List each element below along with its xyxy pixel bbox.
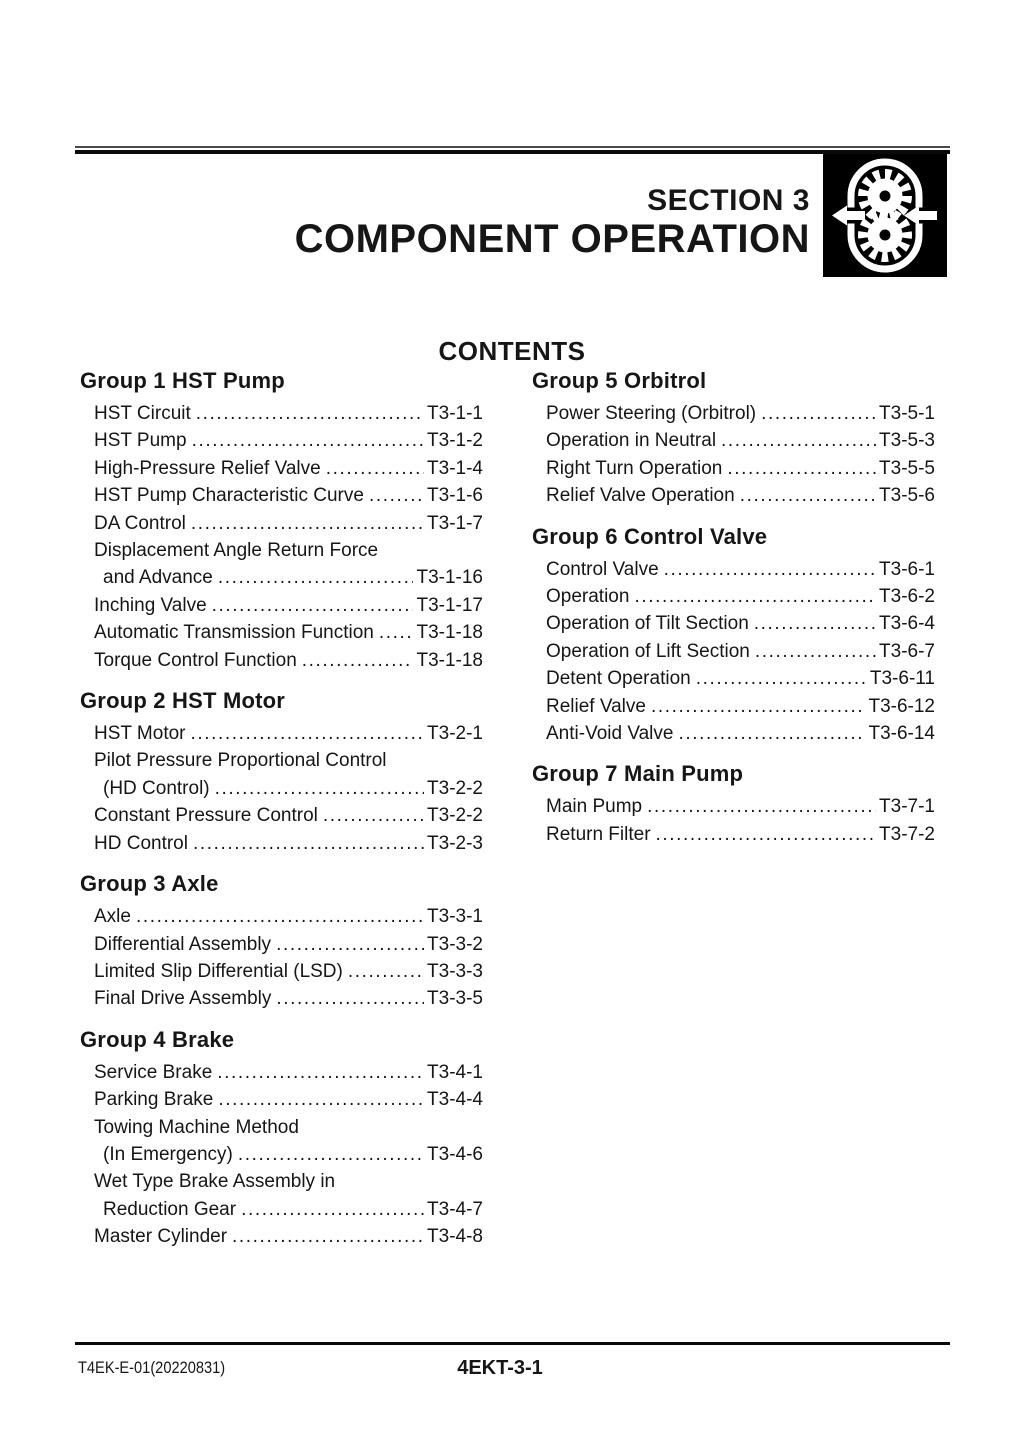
toc-item-page: T3-2-3 <box>427 832 483 854</box>
toc-item-page: T3-4-4 <box>427 1089 483 1111</box>
toc-item <box>532 455 935 482</box>
toc-leader-dots <box>379 619 414 646</box>
toc-leader-dots <box>664 556 876 583</box>
toc-leader-dots <box>369 482 424 509</box>
toc-item-label: HST Circuit <box>94 403 191 424</box>
toc-item-page: T3-1-17 <box>416 594 483 616</box>
toc-item-page: T3-6-12 <box>868 695 935 717</box>
header-double-rule <box>75 146 950 154</box>
toc-item <box>532 610 935 637</box>
toc-item-label: HST Pump <box>94 430 187 452</box>
toc-item-label: Master Cylinder <box>94 1226 228 1248</box>
toc-leader-dots <box>302 647 414 674</box>
toc-group <box>80 1027 483 1251</box>
toc-group-title: Group 7 Main Pump <box>532 761 744 787</box>
footer-page-number: 4EKT-3-1 <box>457 1357 543 1379</box>
toc-item <box>80 720 483 747</box>
toc-item <box>80 1223 483 1250</box>
toc-leader-dots <box>218 1086 424 1113</box>
toc-leader-dots <box>232 1223 424 1250</box>
toc-group <box>80 688 483 857</box>
toc-item-label: Inching Valve <box>94 594 207 616</box>
toc-item <box>80 427 483 454</box>
toc-item <box>532 638 935 665</box>
toc-item <box>80 510 483 537</box>
toc-item <box>532 482 935 509</box>
toc-leader-dots <box>215 775 424 802</box>
toc-leader-dots <box>656 821 877 848</box>
footer-rule <box>75 1342 950 1345</box>
toc-group-title: Group 1 HST Pump <box>80 368 285 393</box>
toc-item-page: T3-5-6 <box>879 485 935 507</box>
toc-leader-dots <box>192 427 424 454</box>
toc-leader-dots <box>754 610 876 637</box>
toc-leader-dots <box>678 720 865 747</box>
toc-leader-dots <box>761 400 876 427</box>
toc-item-page: T3-4-1 <box>427 1061 483 1083</box>
toc-item <box>532 693 935 720</box>
toc-group <box>80 368 483 674</box>
toc-item <box>532 583 935 610</box>
toc-item <box>80 400 483 427</box>
toc-item-label: Main Pump <box>546 796 643 818</box>
toc-group <box>80 871 483 1013</box>
toc-item-page: T3-7-1 <box>879 796 935 818</box>
toc-item-label: and Advance <box>103 567 213 589</box>
toc-item-label: Limited Slip Differential (LSD) <box>94 960 343 982</box>
toc-item <box>80 592 483 619</box>
toc-leader-dots <box>348 958 424 985</box>
toc-item-page: T3-4-7 <box>427 1198 483 1220</box>
toc-leader-dots <box>740 482 876 509</box>
toc-item-page: T3-1-1 <box>427 403 483 424</box>
toc-item-page: T3-3-5 <box>427 988 483 1010</box>
toc-item <box>80 1114 483 1141</box>
toc-item-page: T3-2-2 <box>427 805 483 827</box>
toc-item-label: Towing Machine Method <box>94 1116 299 1138</box>
toc-leader-dots <box>755 638 876 665</box>
toc-group <box>532 368 935 510</box>
toc-group <box>532 524 935 748</box>
toc-item <box>80 1196 483 1223</box>
toc-item-page: T3-4-6 <box>427 1143 483 1165</box>
toc-item-label: HD Control <box>94 832 188 854</box>
toc-leader-dots <box>218 564 414 591</box>
toc-item <box>80 619 483 646</box>
toc-item <box>80 1086 483 1113</box>
toc-item <box>80 564 483 591</box>
toc-item-label: Service Brake <box>94 1061 213 1083</box>
toc-leader-dots <box>647 793 876 820</box>
toc-item-label: Displacement Angle Return Force <box>94 540 379 562</box>
toc-item-page: T3-1-4 <box>427 457 483 479</box>
toc-item-label: HST Pump Characteristic Curve <box>94 485 364 507</box>
toc-item <box>80 747 483 774</box>
toc-item-label: Parking Brake <box>94 1089 214 1111</box>
toc-item <box>80 802 483 829</box>
toc-leader-dots <box>727 455 876 482</box>
toc-item-label: Reduction Gear <box>103 1198 237 1220</box>
toc-item-label: Detent Operation <box>546 668 691 690</box>
toc-item-page: T3-4-8 <box>427 1226 483 1248</box>
toc-leader-dots <box>191 510 424 537</box>
toc-item-label: Relief Valve <box>546 695 646 717</box>
toc-item-label: Torque Control Function <box>94 649 297 671</box>
toc-leader-dots <box>193 830 424 857</box>
toc-leader-dots <box>696 665 867 692</box>
toc-item-label: DA Control <box>94 512 186 534</box>
toc-item <box>80 958 483 985</box>
toc-group <box>532 761 935 848</box>
toc-leader-dots <box>217 1059 424 1086</box>
toc-item-page: T3-1-18 <box>416 622 483 644</box>
toc-item-page: T3-6-7 <box>879 640 935 662</box>
toc-group-title: Group 2 HST Motor <box>80 688 286 714</box>
toc-item-page: T3-6-14 <box>868 723 935 745</box>
toc-item-label: HST Motor <box>94 723 186 745</box>
toc-item-page: T3-1-18 <box>416 649 483 671</box>
toc-leader-dots <box>634 583 876 610</box>
toc-item-page: T3-1-7 <box>427 512 483 534</box>
toc-item-label: Axle <box>94 906 131 928</box>
toc-group-title: Group 4 Brake <box>80 1026 235 1052</box>
toc-item-page: T3-2-1 <box>427 723 483 745</box>
toc-item <box>532 821 935 848</box>
toc-item-label: Pilot Pressure Proportional Control <box>94 750 387 772</box>
toc-item-page: T3-1-6 <box>427 485 483 507</box>
toc-item-label: Constant Pressure Control <box>94 805 318 827</box>
toc-leader-dots <box>136 903 424 930</box>
toc-item-label: Final Drive Assembly <box>94 988 272 1010</box>
toc-group-title: Group 6 Control Valve <box>532 523 768 549</box>
toc-item-page: T3-6-2 <box>879 586 935 608</box>
toc-leader-dots <box>212 592 414 619</box>
toc-item-page: T3-6-1 <box>879 558 935 580</box>
toc-item-page: T3-1-2 <box>427 430 483 452</box>
toc-item <box>532 427 935 454</box>
toc-group-title: Group 3 Axle <box>80 871 219 897</box>
toc-leader-dots <box>191 720 425 747</box>
toc-item-page: T3-6-11 <box>869 668 935 690</box>
toc-item <box>80 537 483 564</box>
toc-leader-dots <box>721 427 876 454</box>
toc-item <box>80 1141 483 1168</box>
toc-leader-dots <box>326 455 424 482</box>
toc-item-page: T3-7-2 <box>879 823 935 845</box>
toc-item-page: T3-6-4 <box>879 613 935 635</box>
toc-item-label: High-Pressure Relief Valve <box>94 457 321 479</box>
toc-item <box>80 647 483 674</box>
toc-item-page: T3-5-3 <box>879 430 935 452</box>
toc-leader-dots <box>196 400 424 427</box>
footer-doc-code: T4EK-E-01(20220831) <box>78 1358 226 1377</box>
toc-item-page: T3-3-2 <box>427 933 483 955</box>
toc-item-label: Differential Assembly <box>94 933 272 955</box>
toc-item-page: T3-5-1 <box>879 403 935 424</box>
toc-leader-dots <box>276 931 424 958</box>
toc-item-label: (HD Control) <box>103 777 210 799</box>
toc-item <box>80 830 483 857</box>
toc-item-label: Automatic Transmission Function <box>94 622 374 644</box>
toc-item <box>532 556 935 583</box>
toc-item <box>80 455 483 482</box>
toc-item-page: T3-3-3 <box>427 960 483 982</box>
toc-group-title: Group 5 Orbitrol <box>532 368 707 393</box>
toc-leader-dots <box>323 802 424 829</box>
toc-leader-dots <box>238 1141 424 1168</box>
toc-item <box>532 665 935 692</box>
toc-item <box>80 482 483 509</box>
toc-column-right <box>532 368 935 862</box>
gear-pump-icon <box>823 154 947 277</box>
page-title: COMPONENT OPERATION <box>294 217 810 261</box>
section-label: SECTION 3 <box>647 184 810 217</box>
toc-item-label: Control Valve <box>546 558 659 580</box>
toc-item-label: Operation <box>546 586 630 608</box>
toc-item-label: Relief Valve Operation <box>546 485 735 507</box>
toc-item-label: Return Filter <box>546 823 651 845</box>
toc-item-label: Right Turn Operation <box>546 457 723 479</box>
toc-item <box>80 903 483 930</box>
toc-leader-dots <box>241 1196 424 1223</box>
toc-item <box>80 1168 483 1195</box>
toc-leader-dots <box>276 985 424 1012</box>
contents-heading: CONTENTS <box>438 336 586 366</box>
toc-leader-dots <box>651 693 865 720</box>
toc-item-label: (In Emergency) <box>103 1143 233 1165</box>
toc-item-page: T3-1-16 <box>416 567 483 589</box>
toc-item <box>532 720 935 747</box>
toc-item <box>532 400 935 427</box>
toc-column-left <box>80 368 483 1265</box>
section-header <box>295 184 810 261</box>
toc-item-label: Anti-Void Valve <box>546 723 674 745</box>
toc-item <box>80 931 483 958</box>
toc-item <box>80 1059 483 1086</box>
toc-item <box>532 793 935 820</box>
toc-item-label: Operation in Neutral <box>546 430 717 452</box>
toc-item-label: Operation of Lift Section <box>546 640 750 662</box>
toc-item-page: T3-3-1 <box>427 906 483 928</box>
toc-item-page: T3-5-5 <box>879 457 935 479</box>
toc-item-label: Operation of Tilt Section <box>546 613 749 635</box>
toc-item-page: T3-2-2 <box>427 777 483 799</box>
toc-item-label: Power Steering (Orbitrol) <box>546 403 757 424</box>
toc-item <box>80 985 483 1012</box>
toc-item <box>80 775 483 802</box>
toc-item-label: Wet Type Brake Assembly in <box>94 1171 336 1193</box>
